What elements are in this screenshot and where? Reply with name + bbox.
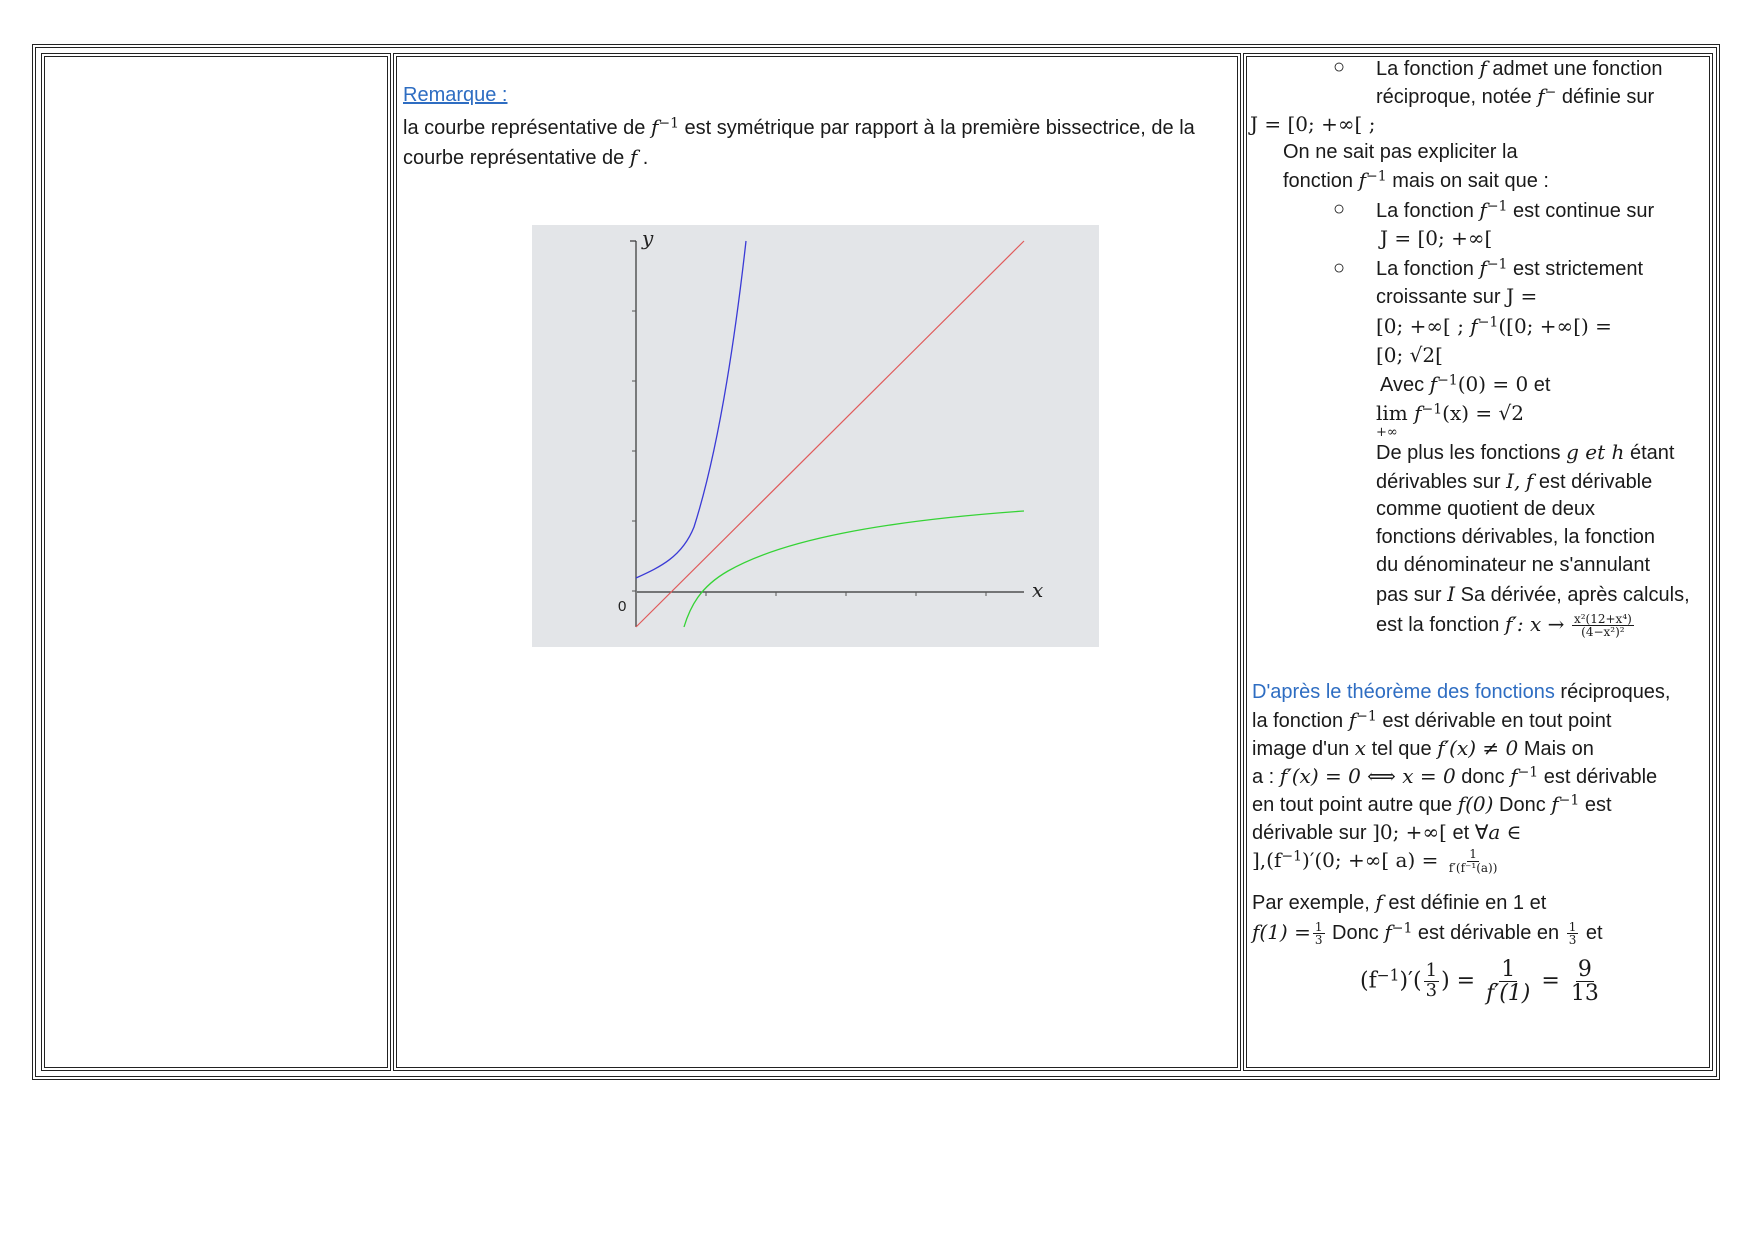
text-line: croissante sur J = [1376, 284, 1538, 308]
text-line: dérivable sur ]0; +∞[ et ∀a ∈ [1252, 820, 1522, 844]
text-line: Par exemple, f est définie en 1 et [1252, 890, 1547, 914]
text-line: réciproque, notée f− définie sur [1376, 84, 1655, 108]
math-equation: $(f^{-1})'$( $\frac{1}{3}$ ) = $\frac{1}{f'(1)}$ = $\frac{9}{13}$ [1360, 957, 1599, 1007]
text-line: image d'un x tel que f′(x) ≠ 0 Mais on [1252, 736, 1594, 760]
remark-title: Remarque : [403, 84, 508, 106]
function-graph [532, 225, 1099, 647]
text-line: fonction $f^{-1}$ mais on sait que : [1283, 168, 1549, 192]
math-line: ]$,(f^{-1})'(0$; +∞[ a) = $\frac{1}{\text{f′(f⁻¹(a))}}$ [1252, 847, 1498, 875]
text-line: du dénominateur ne s'annulant [1376, 554, 1651, 576]
x-axis-label: x [1032, 578, 1044, 602]
text-line: D'après le théorème des fonctions réciproques, [1252, 681, 1671, 703]
remark-text [403, 113, 1233, 173]
remark-text-part: . [637, 147, 649, 169]
text-line: fonctions dérivables, la fonction [1376, 526, 1656, 548]
bisector-line [636, 241, 1024, 627]
text-line: a : f′(x) = 0 ⟺ x = 0 donc $f^{-1}$ est dérivable [1252, 764, 1658, 788]
math-f: f [629, 145, 638, 169]
text-line: en tout point autre que f(0) Donc $f^{-1}$ est [1252, 792, 1612, 816]
math-line: [0; +∞[ ; $f^{-1}([0$; +∞[) = [1376, 314, 1612, 338]
text-line: La fonction f admet une fonction [1376, 56, 1663, 80]
math-limit: lim +∞ $f^{-1}(x) = √2$ [1376, 401, 1524, 440]
text-line: pas sur I Sa dérivée, après calculs, [1376, 582, 1690, 606]
remark-text-part: est symétrique par rapport à la première bissectrice, de la courbe représentative de [403, 117, 1195, 169]
text-line: est la fonction f′: x → $\frac{\text{x²(12+x⁴)}}{\text{(4−x²)²}}$ [1376, 611, 1632, 640]
math-exp: −1 [658, 115, 679, 132]
origin-label: 0 [618, 598, 627, 615]
remark-text-part: la courbe représentative de [403, 117, 651, 139]
bullet-icon: ○ [1333, 257, 1346, 279]
text-line: La fonction $f^{-1}$ est continue sur [1376, 198, 1655, 222]
math-f: f [650, 115, 659, 139]
text-line: On ne sait pas expliciter la [1283, 141, 1518, 163]
text-line: De plus les fonctions g et h étant [1376, 440, 1675, 464]
text-line: la fonction $f^{-1}$ est dérivable en tout point [1252, 708, 1612, 732]
math-line: [0; √2[ [1376, 343, 1443, 367]
math-line: J = [0; +∞[ ; [1250, 112, 1376, 136]
curve-f [636, 241, 746, 578]
graph-svg [532, 225, 1099, 647]
text-line: f(1) = $\frac{1}{3}$ Donc $f^{-1}$ est dérivable en $\frac{1}{3}$ et [1252, 919, 1603, 948]
y-axis-label: y [642, 226, 654, 250]
text-line: La fonction $f^{-1}$ est strictement [1376, 256, 1644, 280]
text-line: Avec $f^{-1}(0) = 0$ et [1380, 372, 1551, 396]
math-line: J = [0; +∞[ [1380, 226, 1493, 250]
text-line: dérivables sur I, f est dérivable [1376, 469, 1653, 493]
text-line: comme quotient de deux [1376, 498, 1596, 520]
table-cell-left [41, 53, 391, 1071]
bullet-icon: ○ [1333, 198, 1346, 220]
bullet-icon: ○ [1333, 56, 1346, 78]
